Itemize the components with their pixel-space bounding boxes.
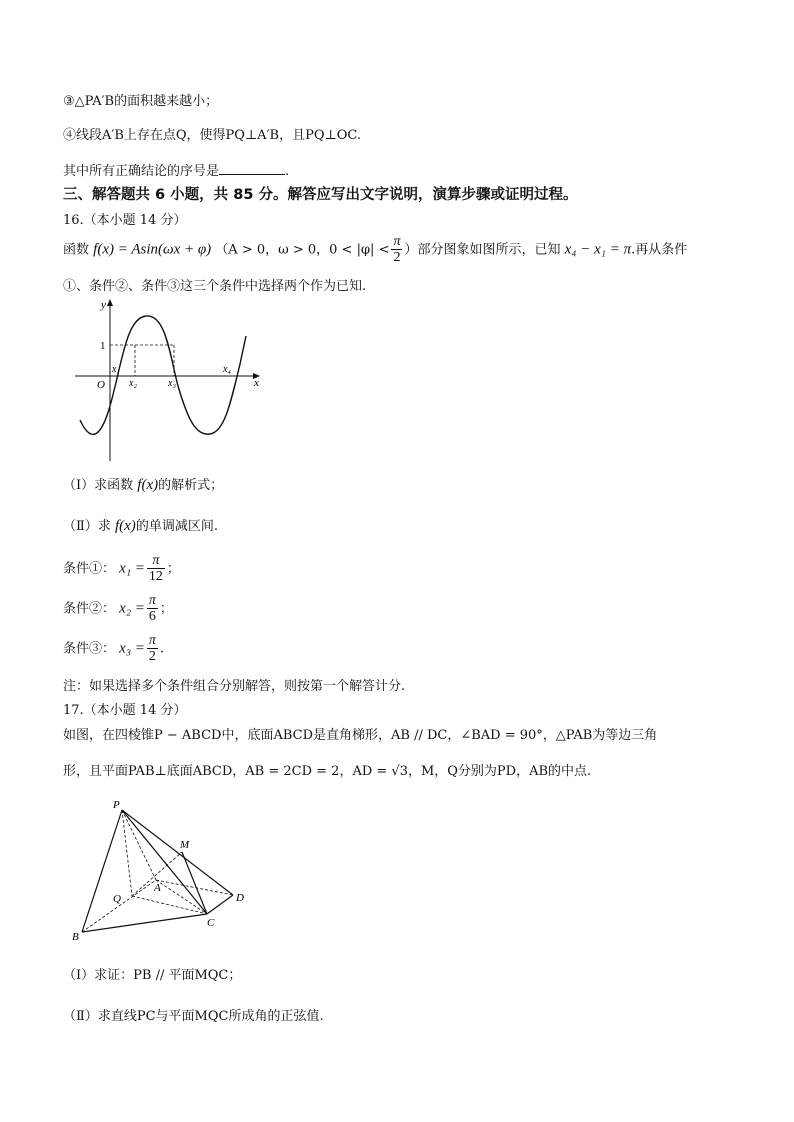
q16-part1 (63, 474, 223, 494)
edge-PC (122, 810, 207, 914)
frac-denominator: 6 (147, 608, 158, 625)
q17-stem-line1: 如图，在四棱锥P − ABCD中，底面ABCD是直角梯形，AB // DC，∠BAD = 90°，△PAB为等边三角 (63, 728, 658, 743)
edge-CD (207, 895, 233, 914)
q16-note: 注：如果选择多个条件组合分别解答，则按第一个解答计分. (63, 679, 406, 694)
edge-QC (132, 896, 207, 914)
label-origin: O (97, 379, 105, 391)
frac-denominator: 12 (148, 569, 163, 584)
label-x: x (254, 377, 259, 389)
q16-phi-bound-frac (391, 234, 402, 266)
condition-label: 条件③： (63, 641, 116, 657)
q16-cond-open: （A > 0，ω > 0，0 < |φ| < (215, 242, 390, 258)
condition-frac (147, 553, 165, 585)
label-P: P (113, 799, 120, 811)
section-heading: 三、解答题共 6 小题，共 85 分。解答应写出文字说明，演算步骤或证明过程。 (63, 187, 578, 203)
frac-numerator: π (148, 633, 156, 648)
condition-1 (63, 553, 180, 585)
label-one: 1 (100, 340, 106, 352)
condition-var: x₂ = (119, 600, 145, 617)
q16-function: f(x) = Asin(ωx + φ) (93, 241, 212, 258)
label-D: D (236, 892, 244, 904)
q16-part1-prefix: （Ⅰ）求函数 (63, 478, 134, 493)
label-y: y (101, 299, 106, 311)
frac-denominator: 2 (391, 249, 402, 266)
edge-PQ (122, 810, 132, 896)
q16-part2-suffix: 的单调减区间. (135, 519, 218, 534)
condition-frac (147, 593, 158, 625)
q16-known: x₄ − x₁ = π (564, 241, 632, 258)
q16-number: 16.（本小题 14 分） (63, 213, 187, 228)
label-Q: Q (113, 893, 121, 905)
label-M: M (180, 839, 190, 851)
condition-var: x₃ = (119, 640, 145, 657)
edge-BC (82, 914, 207, 932)
frac-numerator: π (152, 553, 160, 568)
pyramid-figure (70, 792, 260, 947)
q16-stem-line2: ①、条件②、条件③这三个条件中选择两个作为已知. (63, 279, 367, 294)
condition-end: ； (166, 561, 180, 577)
label-A: A (154, 882, 161, 894)
q16-part2-prefix: （Ⅱ）求 (63, 519, 111, 534)
frac-numerator: π (148, 593, 156, 608)
q16-part2 (63, 515, 218, 535)
label-C: C (207, 917, 215, 929)
frac-denominator: 2 (147, 648, 158, 665)
condition-label: 条件①： (63, 561, 116, 577)
label-x1: x₁ (112, 364, 120, 375)
condition-end: ； (159, 601, 173, 617)
label-x3: x₃ (168, 378, 176, 389)
edge-MC (182, 852, 207, 914)
edge-PB (82, 810, 122, 932)
edge-BA (82, 880, 156, 932)
label-x2: x₂ (129, 378, 137, 389)
condition-frac (147, 633, 158, 665)
q17-part2: （Ⅱ）求直线PC与平面MQC所成角的正弦值. (63, 1009, 324, 1024)
edge-PD (122, 810, 233, 895)
sine-graph-figure (70, 296, 270, 466)
q16-part1-suffix: 的解析式； (158, 478, 224, 493)
condition-3 (63, 633, 164, 665)
q16-stem (63, 234, 687, 266)
condition-label: 条件②： (63, 601, 116, 617)
y-axis-arrow (107, 299, 113, 306)
condition-var: x₁ = (119, 560, 145, 577)
q17-part1: （Ⅰ）求证：PB // 平面MQC； (63, 968, 242, 983)
condition-end: . (159, 641, 165, 657)
statement-4: ④线段A′B上存在点Q，使得PQ⊥A′B，且PQ⊥OC. (63, 128, 361, 143)
condition-2 (63, 593, 173, 625)
q16-stem-prefix: 函数 (63, 242, 90, 258)
label-B: B (72, 931, 79, 943)
answer-blank (219, 163, 285, 175)
statement-3: ③△PA′B的面积越来越小； (63, 94, 219, 109)
q16-tail: .再从条件 (631, 242, 688, 258)
q17-stem-line2: 形，且平面PAB⊥底面ABCD，AB = 2CD = 2，AD = √3，M，Q分别为PD，AB的中点. (63, 764, 592, 779)
q16-cond-close: ）部分图象如图所示，已知 (404, 242, 561, 258)
blank-question: 其中所有正确结论的序号是 . (63, 164, 290, 179)
q17-number: 17.（本小题 14 分） (63, 703, 187, 718)
label-x4: x₄ (223, 364, 231, 375)
sine-curve (80, 316, 246, 434)
blank-question-text: 其中所有正确结论的序号是 (63, 164, 220, 179)
frac-numerator: π (393, 234, 401, 249)
q16-part2-func: f(x) (114, 518, 136, 534)
q16-part1-func: f(x) (137, 477, 159, 493)
